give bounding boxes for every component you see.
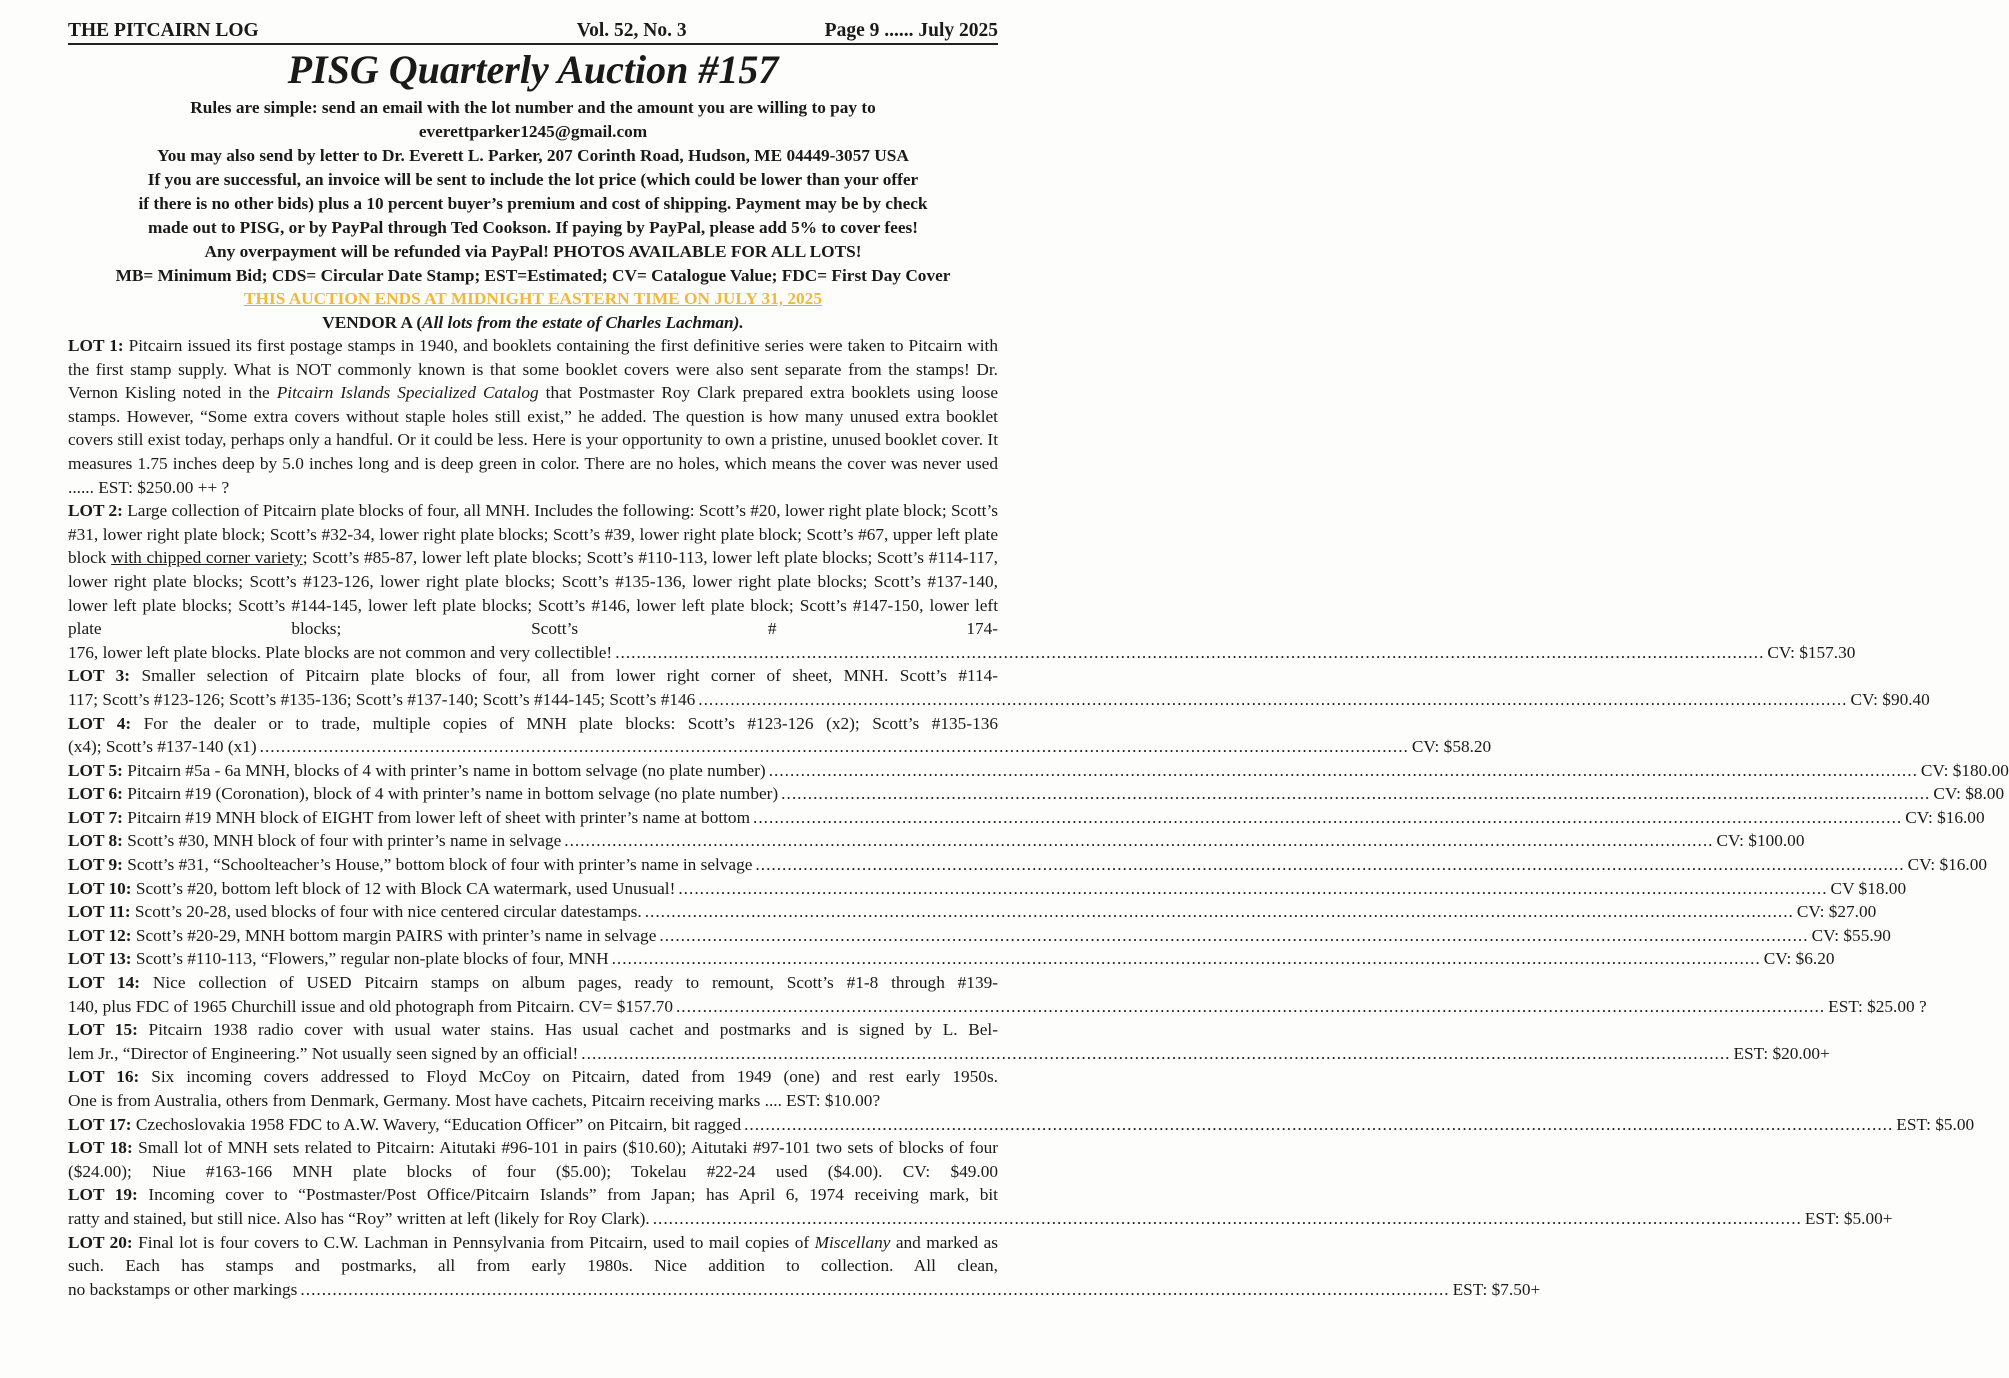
lot-number: LOT 4: — [68, 713, 132, 733]
lot-description: Scott’s #20-29, MNH bottom margin PAIRS with printer’s name in selvage — [131, 925, 657, 945]
catalog-title: Pitcairn Islands Specialized Catalog — [276, 383, 539, 403]
lot-description-end: no backstamps or other markings — [68, 1279, 298, 1299]
dot-leader — [612, 947, 1761, 971]
lot-description: Scott’s #31, “Schoolteacher’s House,” bottom block of four with printer’s name in selvage — [122, 855, 753, 875]
lot-value: CV: $100.00 — [1716, 831, 1805, 851]
dot-leader — [659, 924, 1808, 948]
lot-value: CV: $8.00 — [1933, 784, 2005, 804]
lot-item — [68, 1018, 1830, 1065]
lot-description: Scott’s #20, bottom left block of 12 with Block CA watermark, used Unusual! — [131, 878, 676, 898]
lot-number: LOT 18: — [68, 1138, 133, 1158]
rules-line: if there is no other bids) plus a 10 percent buyer’s premium and cost of shipping. Payment may be by check — [138, 194, 928, 213]
lot-value: CV $18.00 — [1830, 878, 1907, 898]
dot-leader — [676, 995, 1825, 1019]
rules-line: made out to PISG, or by PayPal through Ted Cookson. If paying by PayPal, please add 5% to cover fees! — [147, 218, 919, 237]
dot-leader — [744, 1113, 1893, 1137]
lot-item — [68, 1113, 1975, 1137]
dot-leader — [645, 900, 1794, 924]
lot-description: Scott’s 20-28, used blocks of four with nice centered circular datestamps. — [130, 902, 642, 922]
lot-description-end: lem Jr., “Director of Engineering.” Not usually seen signed by an official! — [68, 1043, 579, 1063]
lot-list — [68, 334, 2009, 1301]
lot-item — [68, 806, 1985, 830]
lot-value: CV: $90.40 — [1850, 689, 1930, 709]
lot-description: Smaller selection of Pitcairn plate blocks of four, all from lower right corner of sheet, MNH. Scott’s #114- — [130, 666, 998, 686]
lot-value: EST: $25.00 ? — [1828, 996, 1927, 1016]
dot-leader — [769, 759, 1918, 783]
dot-leader — [300, 1278, 1449, 1302]
lot-value: EST: $5.00+ — [1804, 1208, 1893, 1228]
lot-item — [68, 1183, 1893, 1230]
lot-item — [68, 664, 1930, 711]
lot-value: EST: $10.00? — [785, 1091, 881, 1110]
lot-description-end: 176, lower left plate blocks. Plate blocks are not common and very collectible! — [68, 642, 613, 662]
auction-end-notice: THIS AUCTION ENDS AT MIDNIGHT EASTERN TIME ON JULY 31, 2025 — [244, 289, 822, 308]
lot-number: LOT 6: — [68, 784, 123, 804]
variety-note: with chipped corner variety — [111, 548, 303, 568]
lot-value: CV: $58.20 — [1411, 737, 1492, 757]
lot-number: LOT 8: — [68, 831, 123, 851]
lot-description-end: (x4); Scott’s #137-140 (x1) — [68, 737, 257, 757]
dot-leader — [678, 877, 1827, 901]
lot-number: LOT 9: — [68, 855, 123, 875]
lot-number: LOT 7: — [68, 807, 123, 827]
lot-value: CV: $27.00 — [1796, 902, 1877, 922]
lot-number: LOT 2: — [68, 501, 123, 521]
lot-value: CV: $157.30 — [1767, 642, 1856, 662]
lot-description: ; Scott’s #85-87, lower left plate blocks; Scott’s #110-113, lower left plate blocks; Scott’s #114-117, lower right plate blocks; Scott’s #123-126, lower right plate blocks; Scott’s #135-136, lower right plate blocks; Scott’s #137-140, lower left plate blocks; Scott’s #144-145, lower left plate blocks; Scott’s #146, lower left plate block; Scott’s #147-150, lower left plate blocks; Scott’s # 174- — [68, 548, 998, 639]
lot-value: CV: $16.00 — [1905, 807, 1985, 827]
lot-description: Small lot of MNH sets related to Pitcairn: Aitutaki #96-101 in pairs ($10.60); Aitutaki #97-101 two sets of blocks of four ($24.00); Niue #163-166 MNH plate blocks of four ($5.00); Tokelau #22-24 used ($4.00). CV: $49.00 — [68, 1138, 998, 1181]
dot-leader — [753, 806, 1902, 830]
lot-description: Czechoslovakia 1958 FDC to A.W. Wavery, “Education Officer” on Pitcairn, bit ragged — [131, 1114, 742, 1134]
lot-value: CV: $180.00 — [1920, 760, 2009, 780]
lot-number: LOT 12: — [68, 925, 132, 945]
dot-leader — [755, 853, 1904, 877]
dot-leader — [581, 1042, 1730, 1066]
page-date: Page 9 ...... July 2025 — [824, 20, 998, 41]
lot-number: LOT 11: — [68, 902, 131, 922]
dot-leader — [564, 829, 1713, 853]
lot-number: LOT 19: — [68, 1185, 138, 1205]
lot-description-end: 117; Scott’s #123-126; Scott’s #135-136; Scott’s #137-140; Scott’s #144-145; Scott’s #146 — [68, 689, 696, 709]
newsletter-page — [68, 20, 2009, 1301]
rules-line: Rules are simple: send an email with the lot number and the amount you are willing to pay to — [190, 98, 876, 117]
lot-value: CV: $55.90 — [1811, 925, 1891, 945]
lot-number: LOT 3: — [68, 666, 131, 686]
vendor-note: All lots from the estate of Charles Lachman). — [422, 313, 744, 332]
volume-number: Vol. 52, No. 3 — [576, 20, 687, 41]
lot-description: Six incoming covers addressed to Floyd McCoy on Pitcairn, dated from 1949 (one) and rest early 1950s. — [139, 1067, 998, 1087]
vendor-heading — [68, 312, 998, 334]
lot-item — [68, 900, 1877, 924]
lot-item — [68, 1136, 998, 1183]
dot-leader — [615, 641, 1764, 665]
lot-value: EST: $5.00 — [1896, 1114, 1975, 1134]
lot-item — [68, 499, 1856, 664]
lot-number: LOT 10: — [68, 878, 132, 898]
lot-description: that Postmaster Roy Clark prepared extra booklets using loose stamps. However, “Some extra covers without staple holes still exist,” he added. The question is how many unused extra booklet covers still exist today, perhaps only a handful. Or it could be less. Here is your opportunity to own a pristine, unused booklet cover. It measures 1.75 inches deep by 5.0 inches long and is deep green in color. There are no holes, which means the cover was never used ...... EST: $250.00 ++ ? — [68, 383, 999, 497]
lot-number: LOT 5: — [68, 760, 123, 780]
lot-item — [68, 334, 998, 499]
contact-email: everettparker1245@gmail.com — [418, 122, 648, 141]
publication-name: THE PITCAIRN LOG — [68, 20, 259, 41]
lot-item — [68, 759, 2009, 783]
lot-description: Final lot is four covers to C.W. Lachman in Pennsylvania from Pitcairn, used to mail copies of — [132, 1232, 815, 1252]
rules-line: If you are successful, an invoice will be sent to include the lot price (which could be lower than your offer — [147, 170, 919, 189]
lot-description: For the dealer or to trade, multiple copies of MNH plate blocks: Scott’s #123-126 (x2); Scott’s #135-136 — [131, 713, 998, 733]
lot-item — [68, 971, 1927, 1018]
publication-title: Miscellany — [814, 1232, 891, 1252]
rules-line: You may also send by letter to Dr. Everett L. Parker, 207 Corinth Road, Hudson, ME 04449-3057 USA — [157, 146, 909, 165]
masthead — [68, 20, 998, 45]
lot-number: LOT 14: — [68, 973, 141, 993]
lot-description: Pitcairn #19 (Coronation), block of 4 with printer’s name in bottom selvage (no plate number) — [122, 784, 779, 804]
vendor-label: VENDOR A ( — [322, 313, 423, 332]
lot-description: Large collection of Pitcairn plate blocks of four, all MNH. Includes the following: Scott’s #20, lower right plate block; Scott’s #31, lower right plate block; Scott’s #32-34, lower right plate blocks; Scott’s #39, lower right plate block; Scott’s #67, upper left plate block — [68, 501, 999, 568]
lot-description-end: 140, plus FDC of 1965 Churchill issue and old photograph from Pitcairn. CV= $157.70 — [68, 996, 673, 1016]
lot-item — [68, 877, 1907, 901]
lot-item — [68, 1231, 1541, 1302]
lot-description: Nice collection of USED Pitcairn stamps on album pages, ready to remount, Scott’s #1-8 through #139- — [140, 973, 998, 993]
lot-description: Incoming cover to “Postmaster/Post Office/Pitcairn Islands” from Japan; has April 6, 1974 receiving mark, bit — [137, 1185, 998, 1205]
auction-rules — [68, 96, 998, 288]
lot-description: Pitcairn #5a - 6a MNH, blocks of 4 with printer’s name in bottom selvage (no plate number) — [122, 760, 766, 780]
lot-value: EST: $7.50+ — [1452, 1279, 1541, 1299]
abbreviations-line: MB= Minimum Bid; CDS= Circular Date Stamp; EST=Estimated; CV= Catalogue Value; FDC= First Day Cover — [115, 266, 951, 285]
lot-description: Scott’s #30, MNH block of four with printer’s name in selvage — [122, 831, 562, 851]
lot-description: Scott’s #110-113, “Flowers,” regular non-plate blocks of four, MNH — [131, 949, 609, 969]
lot-description: and marked as such. Each has stamps and postmarks, all from early 1980s. Nice addition to collection. All clean, — [68, 1232, 998, 1276]
lot-item — [68, 1065, 998, 1112]
lot-value: CV: $16.00 — [1907, 855, 1987, 875]
lot-description: Pitcairn issued its first postage stamps in 1940, and booklets containing the first definitive series were taken to Pitcairn with the first stamp supply. What is NOT commonly known is that some booklet covers were also sent separate from the stamps! Dr. Vernon Kisling noted in the — [68, 336, 998, 403]
lot-number: LOT 15: — [68, 1020, 138, 1040]
lot-item — [68, 782, 2005, 806]
lot-item — [68, 924, 1891, 948]
lot-item — [68, 853, 1987, 877]
lot-number: LOT 1: — [68, 336, 124, 355]
lot-description-end: ratty and stained, but still nice. Also has “Roy” written at left (likely for Roy Clark). — [68, 1208, 650, 1228]
lot-description: Pitcairn #19 MNH block of EIGHT from lower left of sheet with printer’s name at bottom — [122, 807, 751, 827]
dot-leader — [698, 688, 1847, 712]
page-title: PISG Quarterly Auction #157 — [287, 47, 779, 92]
lot-item — [68, 829, 1805, 853]
lot-number: LOT 17: — [68, 1114, 132, 1134]
lot-number: LOT 13: — [68, 949, 132, 969]
lot-value: CV: $6.20 — [1763, 949, 1835, 969]
lot-item — [68, 712, 1492, 759]
lot-description-end: One is from Australia, others from Denmark, Germany. Most have cachets, Pitcairn receiving marks .... — [68, 1091, 782, 1110]
dot-leader — [260, 735, 1409, 759]
dot-leader — [781, 782, 1930, 806]
dot-leader — [653, 1207, 1802, 1231]
lot-description: Pitcairn 1938 radio cover with usual water stains. Has usual cachet and postmarks and is signed by L. Bel- — [137, 1020, 998, 1040]
lot-item — [68, 947, 1835, 971]
lot-number: LOT 16: — [68, 1067, 140, 1087]
lot-value: EST: $20.00+ — [1733, 1043, 1830, 1063]
lot-number: LOT 20: — [68, 1232, 133, 1252]
rules-line: Any overpayment will be refunded via PayPal! PHOTOS AVAILABLE FOR ALL LOTS! — [204, 242, 862, 261]
